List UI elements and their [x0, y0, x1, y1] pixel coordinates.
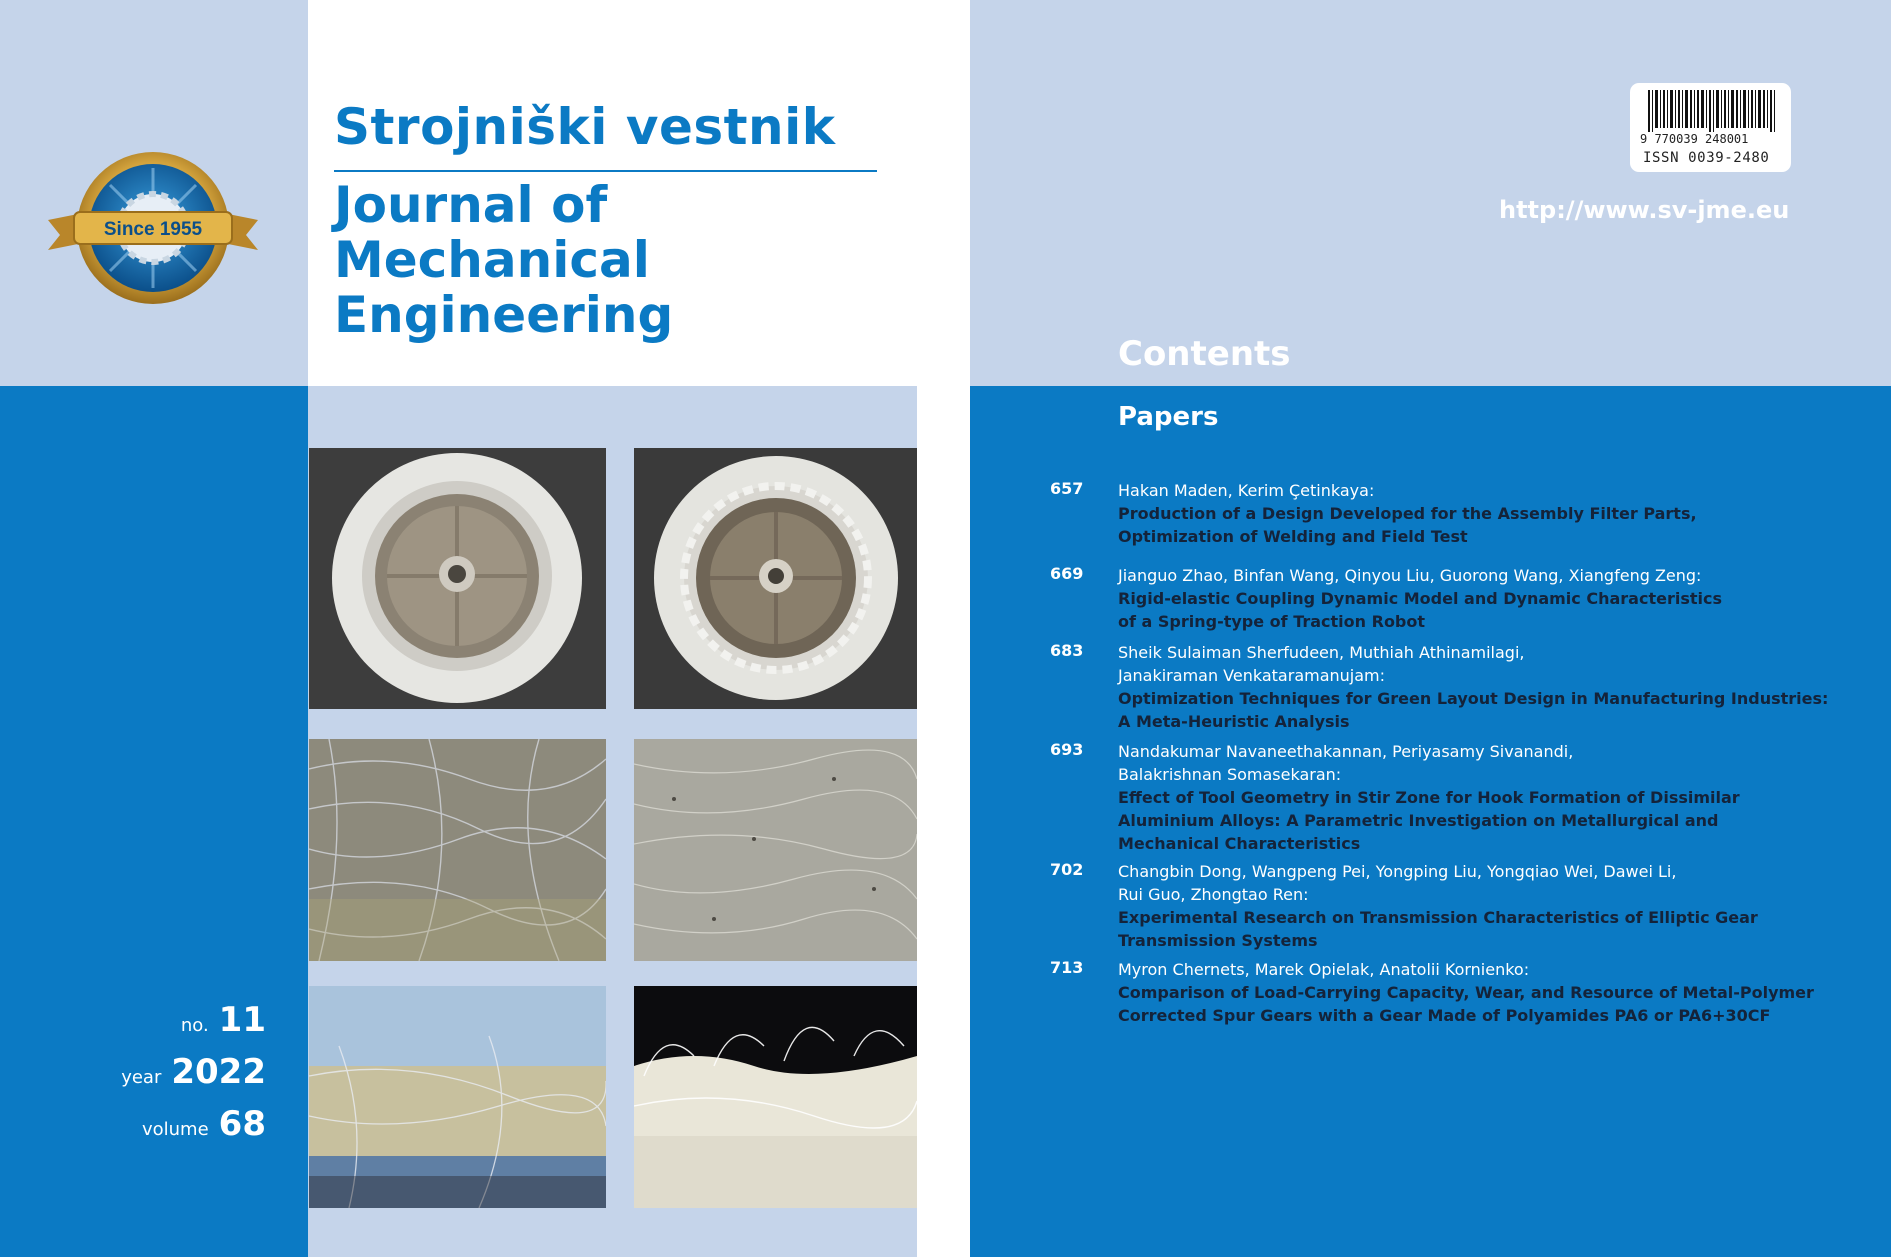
- toc-page-number: 657: [1050, 479, 1084, 498]
- toc-authors-line: Hakan Maden, Kerim Çetinkaya:: [1118, 481, 1375, 500]
- toc-item[interactable]: [1050, 860, 1830, 952]
- toc-title-line: Production of a Design Developed for the Assembly Filter Parts,: [1118, 504, 1697, 523]
- toc-title-line: Optimization Techniques for Green Layout Design in Manufacturing Industries:: [1118, 689, 1829, 708]
- toc-authors-line: Rui Guo, Zhongtao Ren:: [1118, 885, 1309, 904]
- toc-title-line: Corrected Spur Gears with a Gear Made of Polyamides PA6 or PA6+30CF: [1118, 1006, 1771, 1025]
- toc-title-line: Aluminium Alloys: A Parametric Investigation on Metallurgical and: [1118, 811, 1719, 830]
- fiber-cross-section-photo-1: [309, 986, 606, 1208]
- issue-year-value: 2022: [171, 1052, 266, 1092]
- issue-number: [181, 1000, 266, 1040]
- toc-item[interactable]: [1050, 958, 1830, 1027]
- journal-title-english: [334, 178, 914, 343]
- since-1955-emblem: [38, 148, 268, 308]
- toc-entry-text: [1118, 860, 1830, 952]
- toc-item[interactable]: [1050, 479, 1830, 548]
- journal-title-english-line1: Journal of Mechanical: [334, 176, 650, 289]
- issue-volume-value: 68: [218, 1104, 266, 1144]
- toc-title-line: Optimization of Welding and Field Test: [1118, 527, 1468, 546]
- filter-photo-intact: [309, 448, 606, 709]
- barcode-number: 9 770039 248001: [1640, 132, 1749, 146]
- toc-title-line: Mechanical Characteristics: [1118, 834, 1361, 853]
- papers-heading: Papers: [1118, 402, 1219, 432]
- issue-volume: [142, 1104, 266, 1144]
- toc-page-number: 669: [1050, 564, 1084, 583]
- journal-title-english-line2: Engineering: [334, 286, 674, 344]
- toc-page-number: 693: [1050, 740, 1084, 759]
- toc-entry-text: [1118, 564, 1830, 633]
- journal-title-slovene: Strojniški vestnik: [334, 98, 836, 156]
- issue-number-value: 11: [218, 1000, 266, 1040]
- spine-gutter: [917, 386, 970, 1257]
- toc-title-line: Experimental Research on Transmission Characteristics of Elliptic Gear: [1118, 908, 1758, 927]
- fiber-photo-1: [309, 739, 606, 961]
- contents-heading: Contents: [1118, 334, 1291, 374]
- issue-number-label: no.: [180, 1015, 209, 1036]
- filter-photo-damaged: [634, 448, 917, 709]
- toc-title-line: A Meta-Heuristic Analysis: [1118, 712, 1350, 731]
- fiber-cross-section-photo-2: [634, 986, 917, 1208]
- toc-item[interactable]: [1050, 564, 1830, 633]
- issue-year: [121, 1052, 266, 1092]
- issue-year-label: year: [121, 1067, 162, 1088]
- toc-authors-line: Jianguo Zhao, Binfan Wang, Qinyou Liu, Guorong Wang, Xiangfeng Zeng:: [1118, 566, 1702, 585]
- title-divider: [334, 170, 877, 172]
- toc-item[interactable]: [1050, 740, 1830, 855]
- toc-page-number: 702: [1050, 860, 1084, 879]
- journal-url[interactable]: http://www.sv-jme.eu: [1499, 196, 1790, 224]
- toc-title-line: of a Spring-type of Traction Robot: [1118, 612, 1426, 631]
- toc-entry-text: [1118, 958, 1830, 1027]
- toc-item[interactable]: [1050, 641, 1830, 733]
- toc-page-number: 683: [1050, 641, 1084, 660]
- toc-entry-text: [1118, 641, 1830, 733]
- barcode-icon: [1648, 90, 1776, 132]
- fiber-photo-2: [634, 739, 917, 961]
- issue-volume-label: volume: [141, 1119, 209, 1140]
- toc-authors-line: Balakrishnan Somasekaran:: [1118, 765, 1342, 784]
- toc-entry-text: [1118, 740, 1830, 855]
- toc-page-number: 713: [1050, 958, 1084, 977]
- toc-authors-line: Nandakumar Navaneethakannan, Periyasamy Sivanandi,: [1118, 742, 1574, 761]
- toc-entry-text: [1118, 479, 1830, 548]
- toc-title-line: Rigid-elastic Coupling Dynamic Model and Dynamic Characteristics: [1118, 589, 1722, 608]
- toc-authors-line: Sheik Sulaiman Sherfudeen, Muthiah Athinamilagi,: [1118, 643, 1525, 662]
- toc-title-line: Transmission Systems: [1118, 931, 1318, 950]
- emblem-label: Since 1955: [103, 219, 203, 240]
- toc-authors-line: Janakiraman Venkataramanujam:: [1118, 666, 1386, 685]
- back-top-band: [970, 0, 1891, 386]
- toc-title-line: Comparison of Load-Carrying Capacity, Wear, and Resource of Metal-Polymer: [1118, 983, 1814, 1002]
- issn-label: ISSN 0039-2480: [1643, 150, 1770, 166]
- toc-title-line: Effect of Tool Geometry in Stir Zone for Hook Formation of Dissimilar: [1118, 788, 1740, 807]
- toc-authors-line: Changbin Dong, Wangpeng Pei, Yongping Liu, Yongqiao Wei, Dawei Li,: [1118, 862, 1677, 881]
- toc-authors-line: Myron Chernets, Marek Opielak, Anatolii Kornienko:: [1118, 960, 1530, 979]
